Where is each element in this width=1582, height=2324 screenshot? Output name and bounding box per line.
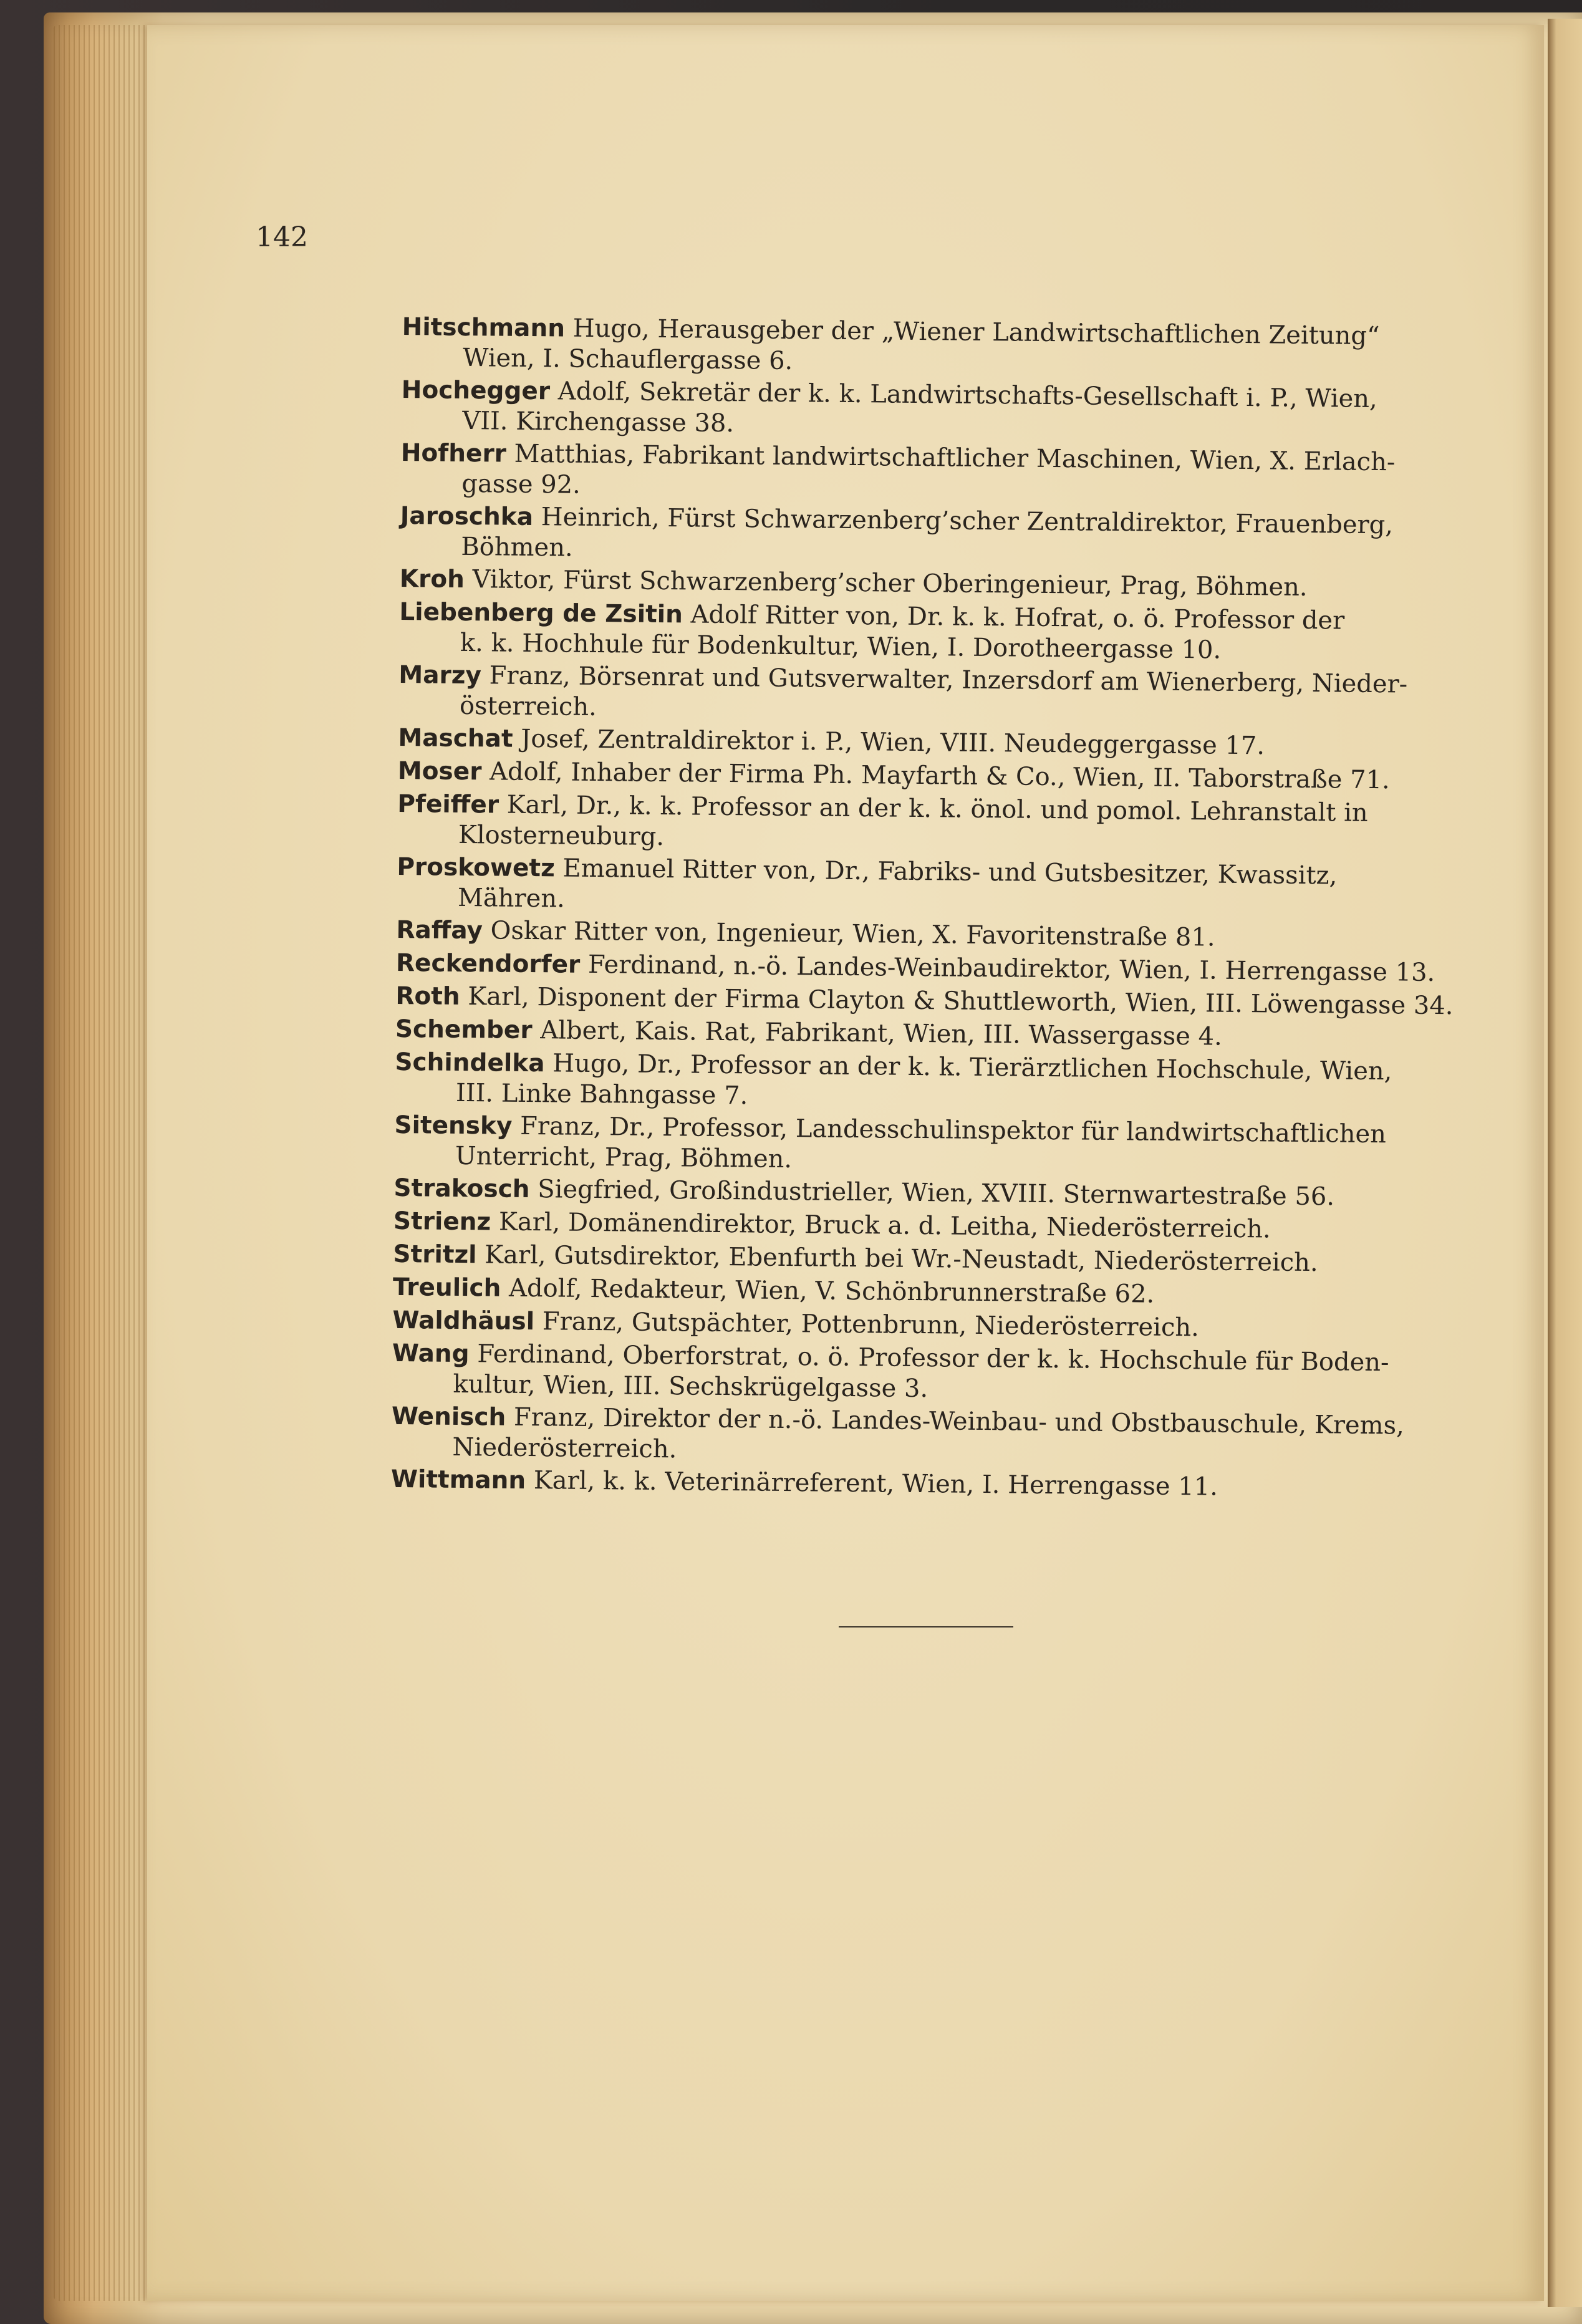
closing-rule [839, 1626, 1013, 1627]
entry-name: Marzy [398, 660, 482, 690]
entry-description: Heinrich, Fürst Schwarzenberg’scher Zentraldirektor, Frauenberg, [541, 503, 1394, 540]
entry-continuation: Mähren. [457, 883, 566, 914]
entry-name: Liebenberg de Zsitin [399, 597, 683, 629]
entry-description: Karl, k. k. Veterinärreferent, Wien, I. Herrengasse 11. [533, 1466, 1218, 1502]
entry-description: Adolf, Sekretär der k. k. Landwirtschafts-Gesellschaft i. P., Wien, [557, 377, 1377, 414]
directory-entry [401, 375, 1468, 445]
entry-name: Reckendorfer [395, 948, 581, 979]
entry-description: Adolf, Redakteur, Wien, V. Schönbrunnerstraße 62. [508, 1273, 1155, 1309]
entry-description: Viktor, Fürst Schwarzenberg’scher Oberingenieur, Prag, Böhmen. [472, 565, 1308, 602]
directory-entry [392, 1338, 1459, 1409]
entry-name: Moser [397, 756, 482, 786]
entry-description: Karl, Domänendirektor, Bruck a. d. Leitha, Niederösterreich. [498, 1207, 1271, 1244]
entry-name: Strakosch [393, 1174, 530, 1204]
entry-name: Schindelka [395, 1048, 545, 1078]
entry-name: Sitensky [394, 1111, 513, 1140]
entry-name: Stritzl [393, 1240, 477, 1270]
entry-continuation: Unterricht, Prag, Böhmen. [455, 1141, 793, 1174]
entry-name: Hofherr [400, 438, 507, 468]
entry-description: Oskar Ritter von, Ingenieur, Wien, X. Favoritenstraße 81. [490, 916, 1215, 952]
entry-name: Waldhäusl [392, 1306, 535, 1336]
entry-description: Adolf Ritter von, Dr. k. k. Hofrat, o. ö. Professor der [690, 600, 1345, 635]
directory-entry [400, 501, 1467, 571]
entry-description: Franz, Dr., Professor, Landesschulinspektor für landwirtschaftlichen [519, 1111, 1387, 1149]
entry-name: Schember [395, 1015, 533, 1045]
entry-continuation: k. k. Hochhule für Bodenkultur, Wien, I. Dorotheergasse 10. [460, 628, 1222, 665]
entry-name: Hitschmann [402, 312, 566, 343]
entry-description: Adolf, Inhaber der Firma Ph. Mayfarth & Co., Wien, II. Taborstraße 71. [489, 757, 1390, 795]
entry-description: Karl, Dr., k. k. Professor an der k. k. önol. und pomol. Lehranstalt in [506, 790, 1368, 827]
entry-description: Karl, Disponent der Firma Clayton & Shuttleworth, Wien, III. Löwengasse 34. [468, 982, 1454, 1021]
entry-description: Hugo, Herausgeber der „Wiener Landwirtschaftlichen Zeitung“ [572, 314, 1380, 351]
entry-description: Ferdinand, Oberforstrat, o. ö. Professor der k. k. Hochschule für Boden- [477, 1339, 1389, 1377]
entry-description: Matthias, Fabrikant landwirtschaftlicher Maschinen, Wien, X. Erlach- [514, 439, 1396, 477]
entry-continuation: Klosterneuburg. [458, 820, 665, 852]
directory-entry [395, 1047, 1462, 1117]
entry-description: Siegfried, Großindustrieller, Wien, XVIII. Sternwartestraße 56. [538, 1175, 1335, 1212]
entry-name: Roth [395, 981, 460, 1011]
entry-name: Jaroschka [400, 501, 534, 532]
entry-name: Kroh [399, 564, 465, 594]
entry-description: Franz, Gutspächter, Pottenbrunn, Niederösterreich. [542, 1307, 1200, 1343]
directory-entry [397, 852, 1464, 922]
entry-name: Proskowetz [397, 852, 555, 883]
entry-continuation: VII. Kirchengasse 38. [462, 406, 735, 438]
directory-entry [394, 1110, 1461, 1180]
entry-name: Raffay [396, 915, 483, 945]
entry-name: Pfeiffer [397, 789, 499, 819]
entry-continuation: Böhmen. [461, 532, 573, 562]
entry-continuation: österreich. [459, 691, 597, 722]
entry-description: Karl, Gutsdirektor, Ebenfurth bei Wr.-Neustadt, Niederösterreich. [485, 1240, 1318, 1278]
entry-name: Wenisch [391, 1402, 506, 1432]
directory-entry [402, 312, 1469, 382]
entry-continuation: Niederösterreich. [452, 1432, 677, 1464]
entry-description: Ferdinand, n.-ö. Landes-Weinbaudirektor, Wien, I. Herrengasse 13. [587, 950, 1435, 987]
entry-name: Maschat [398, 723, 513, 753]
entry-description: Albert, Kais. Rat, Fabrikant, Wien, III. Wassergasse 4. [540, 1016, 1223, 1051]
entry-continuation: Wien, I. Schauflergasse 6. [463, 343, 793, 376]
directory-entry [400, 438, 1467, 508]
entry-description: Franz, Direktor der n.-ö. Landes-Weinbau- und Obstbauschule, Krems, [513, 1402, 1405, 1440]
directory-entry [397, 789, 1464, 859]
entry-description: Hugo, Dr., Professor an der k. k. Tierärztlichen Hochschule, Wien, [552, 1049, 1392, 1086]
directory-entry [399, 597, 1466, 667]
entry-description: Emanuel Ritter von, Dr., Fabriks- und Gutsbesitzer, Kwassitz, [562, 854, 1338, 890]
directory-list [391, 312, 1469, 1507]
entry-description: Josef, Zentraldirektor i. P., Wien, VIII. Neudeggergasse 17. [521, 724, 1265, 761]
entry-continuation: kultur, Wien, III. Sechskrügelgasse 3. [453, 1369, 928, 1404]
entry-name: Wang [392, 1339, 470, 1369]
entry-name: Hochegger [401, 375, 551, 406]
entry-continuation: gasse 92. [461, 469, 581, 499]
page-number: 142 [256, 221, 308, 253]
next-page-edge [1548, 19, 1582, 2307]
entry-description: Franz, Börsenrat und Gutsverwalter, Inzersdorf am Wienerberg, Nieder- [489, 661, 1408, 699]
page-edges [54, 25, 147, 2301]
entry-name: Strienz [393, 1207, 491, 1237]
entry-name: Treulich [392, 1273, 501, 1303]
entry-continuation: III. Linke Bahngasse 7. [455, 1078, 748, 1111]
directory-entry [391, 1401, 1458, 1472]
entry-name: Wittmann [390, 1465, 526, 1495]
directory-entry [398, 660, 1465, 730]
